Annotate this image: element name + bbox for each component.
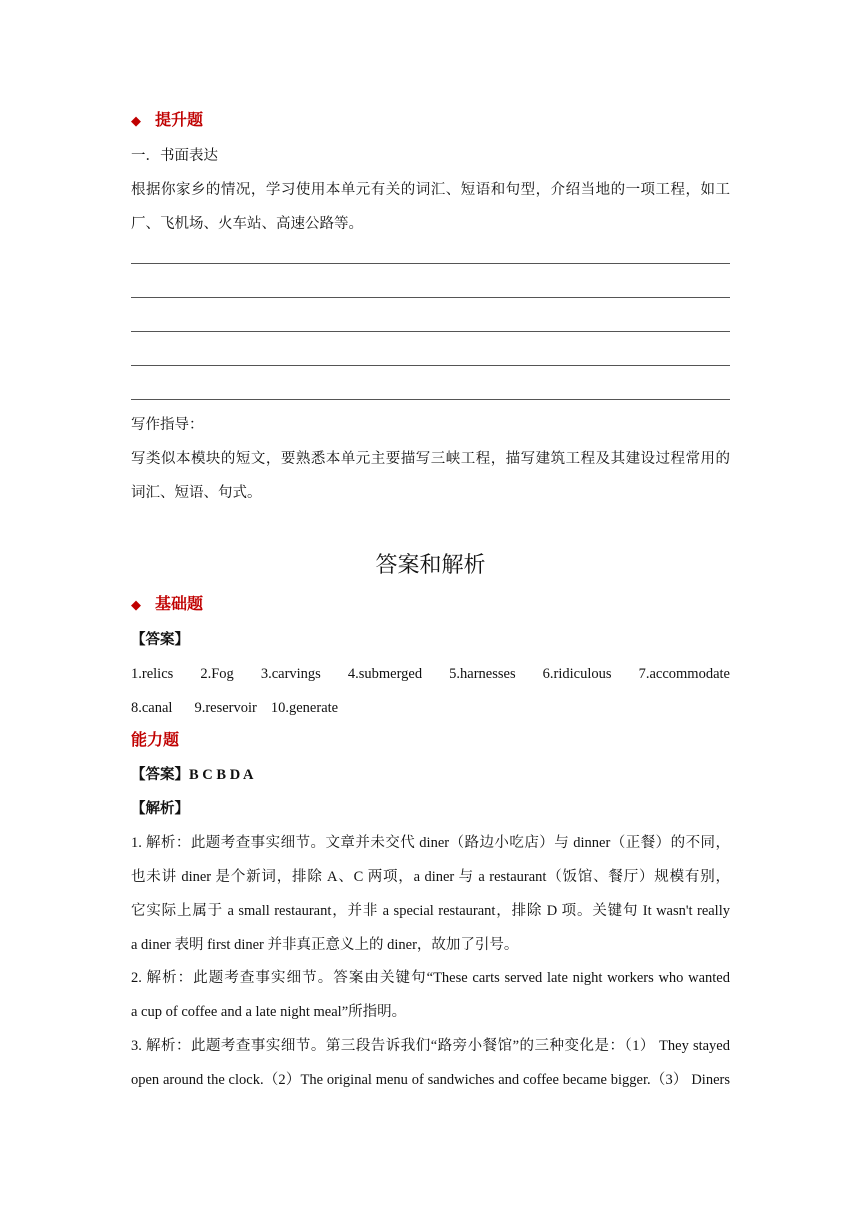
analysis-line: 也未讲 diner 是个新词，排除 A、C 两项，a diner 与 a restaurant（饭馆、餐厅）规模有别， (131, 869, 730, 885)
section-heading-improve (131, 110, 203, 132)
analysis-line: 1. 解析：此题考查事实细节。文章并未交代 diner（路边小吃店）与 dinner（正餐）的不同， (131, 835, 730, 851)
answer-item: 6.ridiculous (542, 666, 612, 682)
writing-line (131, 399, 730, 400)
analysis-line: 2. 解析：此题考查事实细节。答案由关键句“These carts served late night workers who wanted (131, 970, 730, 986)
analysis-label: 【解析】 (131, 801, 189, 817)
analysis-line: 3. 解析：此题考查事实细节。第三段告诉我们“路旁小餐馆”的三种变化是：（1） They stayed (131, 1038, 730, 1054)
analysis-line: 它实际上属于 a small restaurant，并非 a special restaurant，排除 D 项。关键句 It wasn't really (131, 903, 730, 919)
writing-line (131, 365, 730, 366)
answer-item: 8.canal (131, 700, 173, 716)
section-title: 提升题 (155, 112, 204, 129)
guide-label: 写作指导： (131, 417, 204, 433)
answer-row (131, 698, 360, 718)
answer-label: 【答案】 (131, 632, 189, 648)
answer-line: 【答案】B C B D A (131, 767, 254, 783)
guide-line: 写类似本模块的短文，要熟悉本单元主要描写三峡工程，描写建筑工程及其建设过程常用的 (131, 451, 730, 467)
answer-item: 5.harnesses (449, 666, 516, 682)
section-title: 基础题 (155, 596, 204, 613)
answer-item: 4.submerged (347, 666, 423, 682)
diamond-bullet-icon: ◆ (131, 597, 141, 612)
writing-line (131, 331, 730, 332)
guide-line: 词汇、短语、句式。 (131, 485, 262, 501)
answer-item: 2.Fog (200, 666, 234, 682)
prompt-line: 根据你家乡的情况，学习使用本单元有关的词汇、短语和句型，介绍当地的一项工程，如工 (131, 182, 730, 198)
analysis-line: open around the clock.（2）The original menu of sandwiches and coffee became bigger.（3） Diners (131, 1072, 730, 1088)
writing-line (131, 263, 730, 264)
analysis-line: a diner 表明 first diner 并非真正意义上的 diner，故加了引号。 (131, 937, 519, 953)
subheading: 一．书面表达 (131, 148, 218, 164)
writing-line (131, 297, 730, 298)
diamond-bullet-icon: ◆ (131, 113, 141, 128)
section-heading-basic (131, 594, 203, 616)
analysis-line: a cup of coffee and a late night meal”所指明。 (131, 1004, 407, 1020)
answer-row (131, 664, 730, 684)
answer-item: 10.generate (270, 700, 339, 716)
answer-item: 1.relics (131, 666, 174, 682)
answer-item: 9.reservoir (194, 700, 257, 716)
section-heading-ability: 能力题 (131, 732, 180, 749)
answer-item: 3.carvings (260, 666, 321, 682)
answers-title: 答案和解析 (375, 552, 486, 577)
answer-item: 7.accommodate (638, 666, 730, 682)
prompt-line: 厂、飞机场、火车站、高速公路等。 (131, 216, 363, 232)
